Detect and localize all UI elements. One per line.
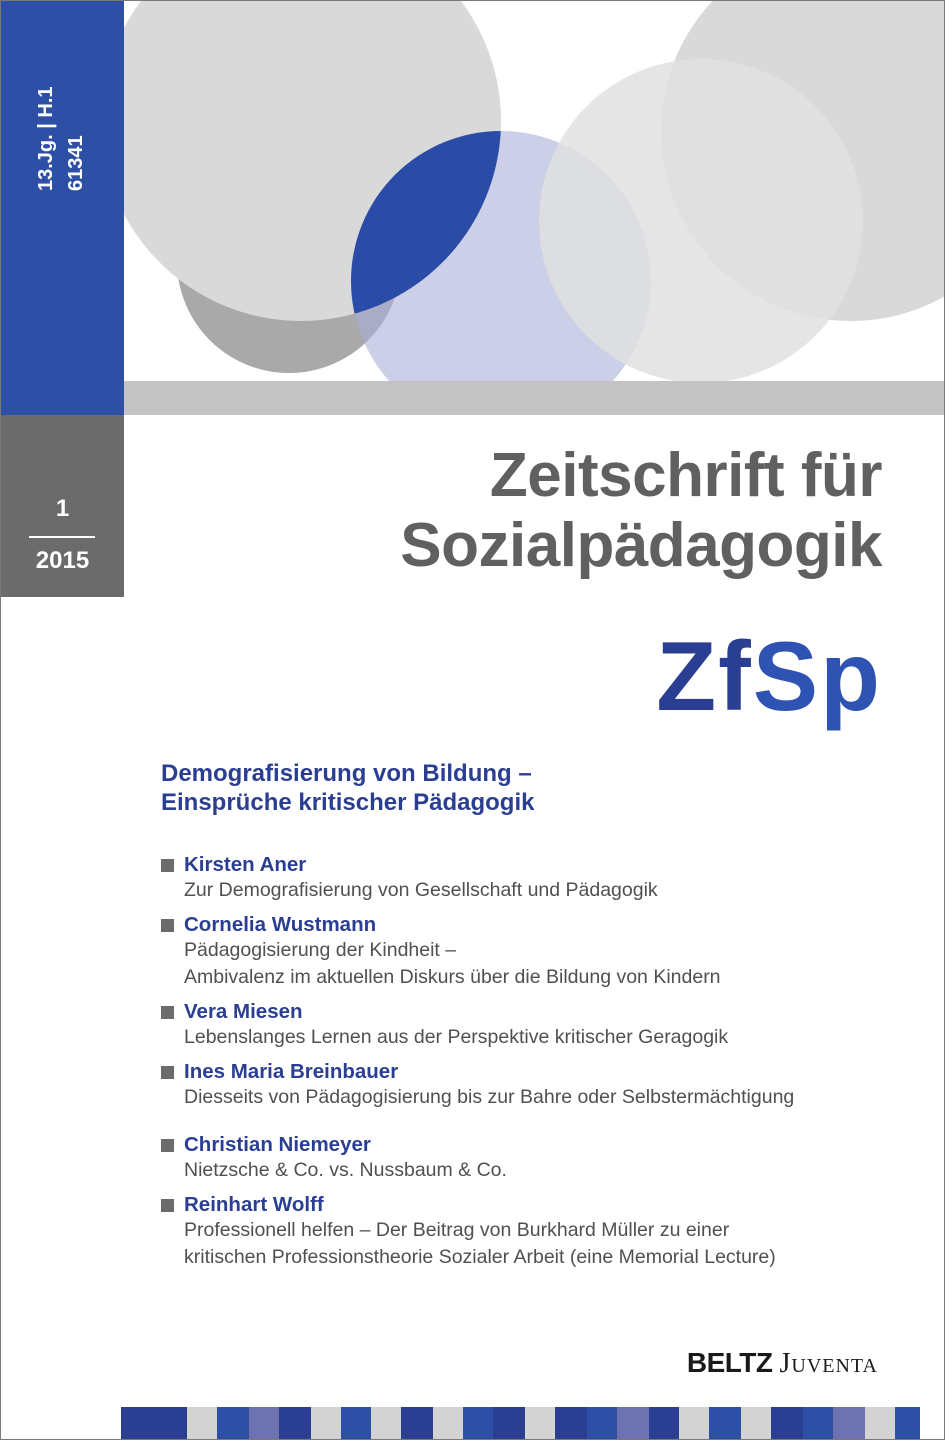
- spine-code: 61341: [65, 135, 87, 191]
- strip-block: [833, 1407, 865, 1440]
- strip-block: [401, 1407, 433, 1440]
- strip-block: [493, 1407, 525, 1440]
- theme-line1: Demografisierung von Bildung –: [161, 760, 532, 787]
- strip-block: [525, 1407, 555, 1440]
- publisher-juventa: Juventa: [779, 1348, 878, 1379]
- abbrev-sp: Sp: [752, 621, 882, 731]
- decorative-circles: [1, 1, 945, 415]
- strip-block: [649, 1407, 679, 1440]
- circle-light-gray: [539, 59, 863, 383]
- spine-volume-issue: 13.Jg. | H.1: [35, 86, 57, 191]
- article-item: [161, 853, 921, 904]
- publisher-beltz: BELTZ: [686, 1347, 773, 1378]
- strip-block: [587, 1407, 617, 1440]
- article-author: Vera Miesen: [184, 1000, 303, 1023]
- article-list: [161, 853, 921, 1280]
- bullet-square-icon: [161, 1066, 174, 1079]
- strip-block: [279, 1407, 311, 1440]
- bullet-square-icon: [161, 1006, 174, 1019]
- article-author: Christian Niemeyer: [184, 1133, 371, 1156]
- journal-title-line1: Zeitschrift für: [489, 441, 882, 510]
- article-title-cont: Ambivalenz im aktuellen Diskurs über die Bildung von Kindern: [184, 966, 721, 988]
- bullet-square-icon: [161, 1139, 174, 1152]
- issue-year: 2015: [35, 547, 90, 574]
- strip-block: [865, 1407, 895, 1440]
- article-item: [161, 1193, 921, 1271]
- strip-block: [371, 1407, 401, 1440]
- abbrev-zf: Zf: [656, 621, 753, 731]
- article-title: Professionell helfen – Der Beitrag von Burkhard Müller zu einer: [184, 1219, 730, 1241]
- article-author: Ines Maria Breinbauer: [184, 1060, 399, 1083]
- article-title: Diesseits von Pädagogisierung bis zur Bahre oder Selbstermächtigung: [184, 1086, 795, 1108]
- bullet-square-icon: [161, 1199, 174, 1212]
- strip-block: [341, 1407, 371, 1440]
- strip-block: [741, 1407, 771, 1440]
- spine-blue-panel: [1, 1, 124, 415]
- color-strip: [121, 1407, 920, 1440]
- article-title: Zur Demografisierung von Gesellschaft und Pädagogik: [184, 879, 658, 901]
- article-title: Pädagogisierung der Kindheit –: [184, 939, 457, 961]
- bullet-square-icon: [161, 859, 174, 872]
- article-author: Cornelia Wustmann: [184, 913, 377, 936]
- strip-block: [895, 1407, 920, 1440]
- spine-text: [31, 86, 91, 191]
- theme-line2: Einsprüche kritischer Pädagogik: [161, 789, 535, 816]
- article-item: [161, 1060, 921, 1111]
- strip-block: [679, 1407, 709, 1440]
- article-item: [161, 1000, 921, 1051]
- article-item: [161, 913, 921, 991]
- strip-block: [555, 1407, 587, 1440]
- strip-block: [617, 1407, 649, 1440]
- strip-block: [433, 1407, 463, 1440]
- strip-block: [709, 1407, 741, 1440]
- journal-title: [400, 441, 882, 581]
- strip-block: [311, 1407, 341, 1440]
- strip-block: [463, 1407, 493, 1440]
- article-author: Reinhart Wolff: [184, 1193, 324, 1216]
- article-author: Kirsten Aner: [184, 853, 307, 876]
- strip-block: [803, 1407, 833, 1440]
- gray-band: [124, 381, 945, 415]
- strip-block: [771, 1407, 803, 1440]
- strip-block: [187, 1407, 217, 1440]
- journal-title-line2: Sozialpädagogik: [400, 511, 882, 580]
- journal-abbreviation: [656, 621, 882, 731]
- publisher-logo: [687, 1347, 878, 1380]
- strip-block: [121, 1407, 187, 1440]
- strip-block: [217, 1407, 249, 1440]
- strip-block: [249, 1407, 279, 1440]
- article-title-cont: kritischen Professionstheorie Sozialer Arbeit (eine Memorial Lecture): [184, 1246, 776, 1268]
- issue-number: 1: [55, 495, 70, 522]
- bullet-square-icon: [161, 919, 174, 932]
- issue-divider: [29, 536, 95, 538]
- article-item: [161, 1133, 921, 1184]
- article-title: Nietzsche & Co. vs. Nussbaum & Co.: [184, 1159, 507, 1181]
- issue-box: [1, 415, 124, 597]
- issue-theme: [161, 759, 534, 817]
- article-title: Lebenslanges Lernen aus der Perspektive kritischer Geragogik: [184, 1026, 729, 1048]
